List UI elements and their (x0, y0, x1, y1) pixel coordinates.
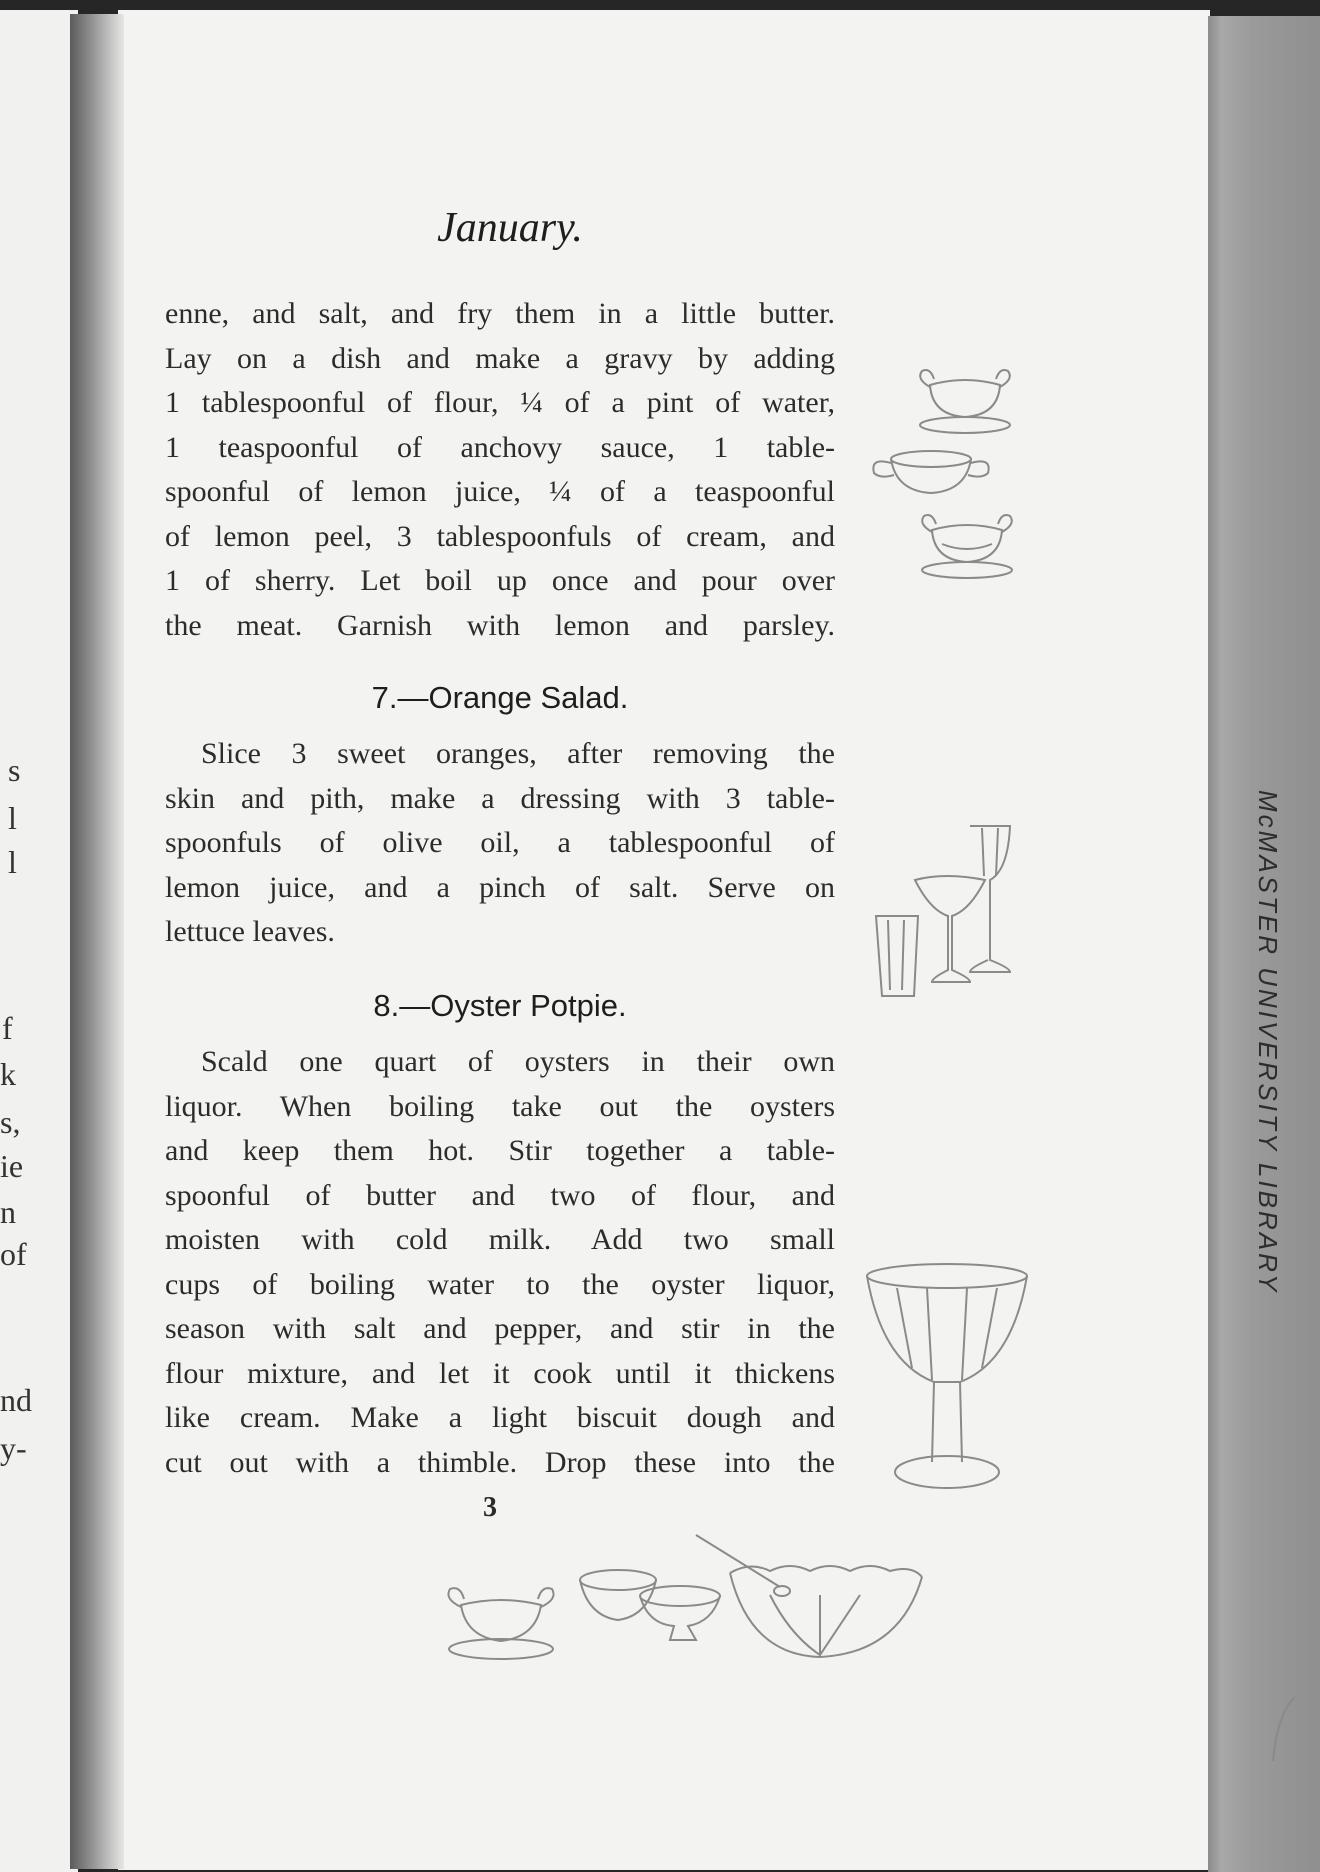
text-line: the meat. Garnish with lemon and parsley. (165, 608, 835, 642)
fragment-text: n (0, 1194, 16, 1230)
text-line: spoonful of lemon juice, ¼ of a teaspoonful (165, 475, 835, 508)
running-header: January. (437, 205, 583, 251)
text-line: Slice 3 sweet oranges, after removing the (201, 737, 835, 770)
text-line: Scald one quart of oysters in their own (201, 1045, 835, 1078)
text-line: 1 of sherry. Let boil up once and pour over (165, 564, 835, 597)
fragment-text: s, (0, 1104, 21, 1140)
covered-bowl-illustration (912, 510, 1022, 585)
text-line: 1 tablespoonful of flour, ¼ of a pint of water, (165, 386, 835, 419)
text-line: enne, and salt, and fry them in a little butter. (165, 297, 835, 330)
glassware-illustration (870, 820, 1030, 995)
facing-page-fragment (0, 10, 78, 1872)
fragment-text: l (8, 800, 17, 836)
text-line: lemon juice, and a pinch of salt. Serve on (165, 870, 835, 904)
text-line: cut out with a thimble. Drop these into the (165, 1445, 835, 1479)
recipe-body (165, 1040, 835, 1485)
text-line: liquor. When boiling take out the oysters (165, 1089, 835, 1123)
text-line: spoonful of butter and two of flour, and (165, 1178, 835, 1212)
fragment-text: y- (0, 1430, 27, 1466)
fragment-text: of (0, 1236, 27, 1272)
page-gutter-shadow (70, 14, 124, 1869)
intro-paragraph (165, 292, 835, 648)
text-line: like cream. Make a light biscuit dough and (165, 1401, 835, 1434)
text-line: skin and pith, make a dressing with 3 table- (165, 781, 835, 815)
text-line: flour mixture, and let it cook until it thickens (165, 1356, 835, 1390)
text-line: spoonfuls of olive oil, a tablespoonful of (165, 826, 835, 859)
compote-illustration (862, 1262, 1032, 1492)
text-line: cups of boiling water to the oyster liquor, (165, 1267, 835, 1301)
text-line: and keep them hot. Stir together a table- (165, 1134, 835, 1167)
text-line: season with salt and pepper, and stir in the (165, 1312, 835, 1345)
fragment-text: ie (0, 1148, 24, 1184)
text-line: 1 teaspoonful of anchovy sauce, 1 table- (165, 430, 835, 464)
fragment-text: l (8, 844, 17, 880)
page-number: 3 (483, 1492, 497, 1523)
cup-and-saucer-illustration (436, 1585, 566, 1665)
recipe-body (165, 732, 835, 955)
fragment-text: k (0, 1056, 16, 1092)
text-line: lettuce leaves. (165, 915, 335, 948)
recipe-title: 7.—Orange Salad. (371, 680, 629, 715)
fragment-text: s (8, 752, 21, 788)
sugar-bowl-illustration (910, 365, 1020, 440)
punch-bowl-illustration (690, 1525, 930, 1665)
text-line: of lemon peel, 3 tablespoonfuls of cream, and (165, 519, 835, 553)
text-line: Lay on a dish and make a gravy by adding (165, 341, 835, 375)
recipe-title: 8.—Oyster Potpie. (373, 988, 627, 1023)
text-line: moisten with cold milk. Add two small (165, 1223, 835, 1256)
fragment-text: nd (0, 1382, 32, 1418)
page-crease-mark (1265, 1695, 1305, 1765)
cream-soup-bowl-illustration (866, 445, 996, 505)
fragment-text: f (2, 1010, 13, 1046)
library-stamp: McMASTER UNIVERSITY LIBRARY (1253, 790, 1283, 1295)
